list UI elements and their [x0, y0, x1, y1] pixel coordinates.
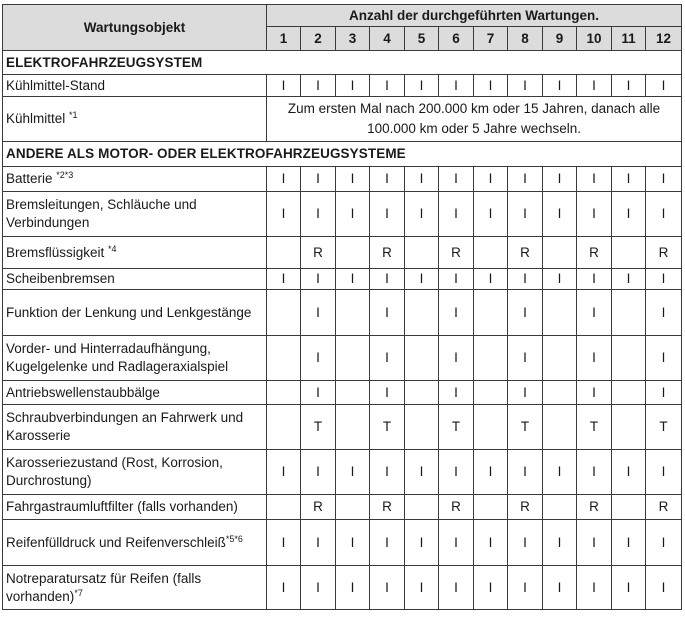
table-row: [3, 566, 682, 610]
footnote-marker: *7: [74, 587, 83, 598]
interval-cell: I: [612, 450, 646, 495]
row-label: [3, 336, 267, 381]
row-label: [3, 381, 267, 405]
interval-cell: [405, 405, 439, 450]
header-number: 4: [370, 27, 405, 51]
interval-cell: [543, 290, 577, 336]
interval-cell: I: [612, 520, 646, 566]
interval-cell: [543, 237, 577, 269]
interval-cell: [474, 405, 508, 450]
interval-cell: [612, 405, 646, 450]
interval-cell: I: [612, 566, 646, 610]
interval-cell: R: [301, 495, 336, 520]
section-ev-system: ELEKTROFAHRZEUGSYSTEM: [3, 51, 682, 75]
row-label-text: Kühlmittel-Stand: [6, 77, 106, 93]
interval-cell: I: [543, 566, 577, 610]
interval-cell: I: [301, 167, 336, 192]
interval-cell: I: [646, 192, 682, 237]
interval-cell: [336, 381, 370, 405]
table-row: [3, 269, 682, 290]
interval-cell: I: [336, 75, 370, 97]
interval-cell: I: [508, 269, 543, 290]
interval-cell: R: [301, 237, 336, 269]
interval-cell: I: [370, 75, 405, 97]
interval-cell: I: [612, 167, 646, 192]
interval-cell: [405, 381, 439, 405]
interval-cell: I: [370, 167, 405, 192]
interval-cell: I: [646, 450, 682, 495]
row-label: [3, 290, 267, 336]
table-row: [3, 381, 682, 405]
interval-cell: I: [405, 566, 439, 610]
interval-cell: I: [336, 192, 370, 237]
interval-cell: I: [405, 75, 439, 97]
interval-cell: I: [646, 336, 682, 381]
row-label-text: Vorder- und Hinterradaufhängung, Kugelgelenke und Radlageraxialspiel: [6, 341, 229, 374]
interval-cell: I: [646, 167, 682, 192]
interval-cell: R: [646, 237, 682, 269]
interval-cell: [405, 290, 439, 336]
interval-cell: T: [508, 405, 543, 450]
interval-cell: I: [577, 75, 612, 97]
interval-cell: I: [267, 520, 301, 566]
footnote-marker: *5*6: [225, 533, 243, 544]
interval-cell: I: [577, 167, 612, 192]
interval-cell: I: [474, 450, 508, 495]
interval-cell: [474, 381, 508, 405]
interval-cell: [405, 336, 439, 381]
row-label: [3, 495, 267, 520]
interval-cell: [612, 336, 646, 381]
row-note: Zum ersten Mal nach 200.000 km oder 15 Jahren, danach alle 100.000 km oder 5 Jahre wechseln.: [267, 97, 682, 142]
interval-cell: [474, 495, 508, 520]
interval-cell: R: [370, 495, 405, 520]
interval-cell: I: [370, 450, 405, 495]
interval-cell: I: [439, 290, 474, 336]
interval-cell: [336, 495, 370, 520]
interval-cell: I: [508, 167, 543, 192]
header-number: 7: [474, 27, 508, 51]
interval-cell: I: [612, 192, 646, 237]
interval-cell: I: [439, 192, 474, 237]
header-number: 1: [267, 27, 301, 51]
interval-cell: I: [301, 566, 336, 610]
row-label: [3, 192, 267, 237]
interval-cell: I: [646, 520, 682, 566]
footnote-marker: *4: [108, 243, 117, 254]
interval-cell: I: [267, 269, 301, 290]
interval-cell: I: [405, 167, 439, 192]
interval-cell: I: [577, 336, 612, 381]
interval-cell: I: [301, 290, 336, 336]
table-row: [3, 75, 682, 97]
row-label-text: Notreparatursatz für Reifen (falls vorhanden): [6, 570, 202, 604]
interval-cell: I: [543, 269, 577, 290]
interval-cell: [543, 336, 577, 381]
interval-cell: [543, 381, 577, 405]
interval-cell: I: [612, 269, 646, 290]
interval-cell: [474, 336, 508, 381]
table-row: [3, 237, 682, 269]
interval-cell: I: [336, 450, 370, 495]
interval-cell: I: [577, 290, 612, 336]
interval-cell: I: [405, 520, 439, 566]
interval-cell: R: [646, 495, 682, 520]
table-row: [3, 405, 682, 450]
row-label: [3, 75, 267, 97]
interval-cell: [612, 495, 646, 520]
interval-cell: [267, 336, 301, 381]
interval-cell: [267, 237, 301, 269]
interval-cell: I: [336, 566, 370, 610]
interval-cell: R: [370, 237, 405, 269]
row-label-text: Reifenfülldruck und Reifenverschleiß: [6, 534, 226, 550]
row-label-text: Batterie: [6, 171, 57, 186]
footnote-marker: *1: [69, 110, 78, 120]
section-other-systems: ANDERE ALS MOTOR- ODER ELEKTROFAHRZEUGSYSTEME: [3, 142, 682, 167]
interval-cell: T: [646, 405, 682, 450]
row-label: [3, 450, 267, 495]
table-row: [3, 192, 682, 237]
interval-cell: I: [577, 520, 612, 566]
interval-cell: R: [577, 495, 612, 520]
row-label: [3, 97, 267, 142]
interval-cell: I: [508, 336, 543, 381]
interval-cell: I: [508, 290, 543, 336]
interval-cell: R: [439, 237, 474, 269]
row-label-text: Funktion der Lenkung und Lenkgestänge: [6, 304, 252, 320]
header-number: 5: [405, 27, 439, 51]
interval-cell: T: [439, 405, 474, 450]
row-label-text: Bremsflüssigkeit: [6, 244, 109, 260]
interval-cell: I: [336, 269, 370, 290]
row-label-text: Bremsleitungen, Schläuche und Verbindungen: [6, 197, 197, 230]
interval-cell: I: [301, 450, 336, 495]
interval-cell: I: [474, 75, 508, 97]
interval-cell: I: [439, 167, 474, 192]
interval-cell: I: [508, 75, 543, 97]
interval-cell: I: [370, 381, 405, 405]
interval-cell: I: [405, 450, 439, 495]
interval-cell: [474, 237, 508, 269]
interval-cell: I: [370, 520, 405, 566]
interval-cell: I: [543, 75, 577, 97]
interval-cell: I: [612, 75, 646, 97]
interval-cell: R: [508, 237, 543, 269]
row-label-text: Schraubverbindungen an Fahrwerk und Karosserie: [6, 410, 244, 443]
row-label: [3, 269, 267, 290]
interval-cell: I: [646, 269, 682, 290]
interval-cell: I: [439, 520, 474, 566]
interval-cell: [336, 405, 370, 450]
interval-cell: I: [474, 167, 508, 192]
row-label: [3, 405, 267, 450]
interval-cell: I: [439, 381, 474, 405]
interval-cell: T: [577, 405, 612, 450]
interval-cell: I: [543, 520, 577, 566]
table-row: [3, 167, 682, 192]
interval-cell: I: [370, 290, 405, 336]
interval-cell: R: [508, 495, 543, 520]
interval-cell: I: [474, 269, 508, 290]
row-label-text: Kühlmittel: [6, 111, 70, 126]
interval-cell: [267, 495, 301, 520]
interval-cell: I: [439, 75, 474, 97]
header-number: 11: [612, 27, 646, 51]
interval-cell: I: [439, 336, 474, 381]
interval-cell: [336, 290, 370, 336]
interval-cell: [612, 381, 646, 405]
interval-cell: I: [508, 566, 543, 610]
header-number: 8: [508, 27, 543, 51]
interval-cell: [543, 405, 577, 450]
interval-cell: [336, 336, 370, 381]
interval-cell: I: [577, 192, 612, 237]
interval-cell: I: [646, 75, 682, 97]
interval-cell: I: [336, 167, 370, 192]
interval-cell: T: [370, 405, 405, 450]
row-label-text: Fahrgastraumluftfilter (falls vorhanden): [6, 499, 238, 514]
interval-cell: I: [405, 192, 439, 237]
table-row: [3, 290, 682, 336]
interval-cell: I: [405, 269, 439, 290]
interval-cell: I: [267, 75, 301, 97]
header-number: 9: [543, 27, 577, 51]
header-number: 2: [301, 27, 336, 51]
interval-cell: I: [543, 450, 577, 495]
interval-cell: [543, 495, 577, 520]
interval-cell: [405, 237, 439, 269]
interval-cell: I: [370, 566, 405, 610]
interval-cell: I: [439, 269, 474, 290]
header-object: Wartungsobjekt: [3, 5, 267, 51]
header-number: 12: [646, 27, 682, 51]
row-label-text: Karosseriezustand (Rost, Korrosion, Durchrostung): [6, 455, 223, 488]
interval-cell: I: [301, 381, 336, 405]
table-row: [3, 520, 682, 566]
interval-cell: R: [439, 495, 474, 520]
interval-cell: T: [301, 405, 336, 450]
interval-cell: I: [439, 450, 474, 495]
row-label: [3, 566, 267, 610]
interval-cell: I: [543, 167, 577, 192]
interval-cell: I: [301, 269, 336, 290]
interval-cell: I: [646, 566, 682, 610]
interval-cell: I: [474, 520, 508, 566]
interval-cell: I: [336, 520, 370, 566]
table-row: [3, 336, 682, 381]
row-label-text: Antriebswellenstaubbälge: [6, 384, 160, 400]
interval-cell: I: [577, 566, 612, 610]
interval-cell: I: [577, 450, 612, 495]
interval-cell: I: [301, 192, 336, 237]
header-count: Anzahl der durchgeführten Wartungen.: [267, 5, 682, 27]
interval-cell: I: [543, 192, 577, 237]
interval-cell: I: [267, 450, 301, 495]
header-number: 3: [336, 27, 370, 51]
interval-cell: I: [301, 520, 336, 566]
maintenance-table: [2, 4, 682, 610]
interval-cell: I: [370, 336, 405, 381]
interval-cell: I: [508, 450, 543, 495]
interval-cell: I: [508, 381, 543, 405]
interval-cell: I: [474, 566, 508, 610]
interval-cell: I: [646, 290, 682, 336]
interval-cell: I: [439, 566, 474, 610]
interval-cell: R: [577, 237, 612, 269]
interval-cell: [267, 290, 301, 336]
row-label: [3, 167, 267, 192]
interval-cell: I: [267, 192, 301, 237]
interval-cell: [336, 237, 370, 269]
interval-cell: [405, 495, 439, 520]
table-row: [3, 450, 682, 495]
interval-cell: [267, 405, 301, 450]
row-label-text: Scheibenbremsen: [6, 271, 115, 286]
interval-cell: I: [267, 167, 301, 192]
interval-cell: I: [508, 192, 543, 237]
row-label: [3, 237, 267, 269]
header-number: 6: [439, 27, 474, 51]
interval-cell: I: [508, 520, 543, 566]
interval-cell: I: [370, 192, 405, 237]
interval-cell: I: [646, 381, 682, 405]
interval-cell: I: [577, 381, 612, 405]
interval-cell: I: [370, 269, 405, 290]
interval-cell: I: [577, 269, 612, 290]
interval-cell: [612, 237, 646, 269]
table-row: [3, 97, 682, 142]
interval-cell: I: [474, 192, 508, 237]
interval-cell: [612, 290, 646, 336]
table-row: [3, 495, 682, 520]
header-number: 10: [577, 27, 612, 51]
row-label: [3, 520, 267, 566]
interval-cell: I: [301, 75, 336, 97]
interval-cell: I: [267, 566, 301, 610]
interval-cell: [474, 290, 508, 336]
interval-cell: [267, 381, 301, 405]
footnote-marker: *2*3: [56, 170, 74, 180]
interval-cell: I: [301, 336, 336, 381]
